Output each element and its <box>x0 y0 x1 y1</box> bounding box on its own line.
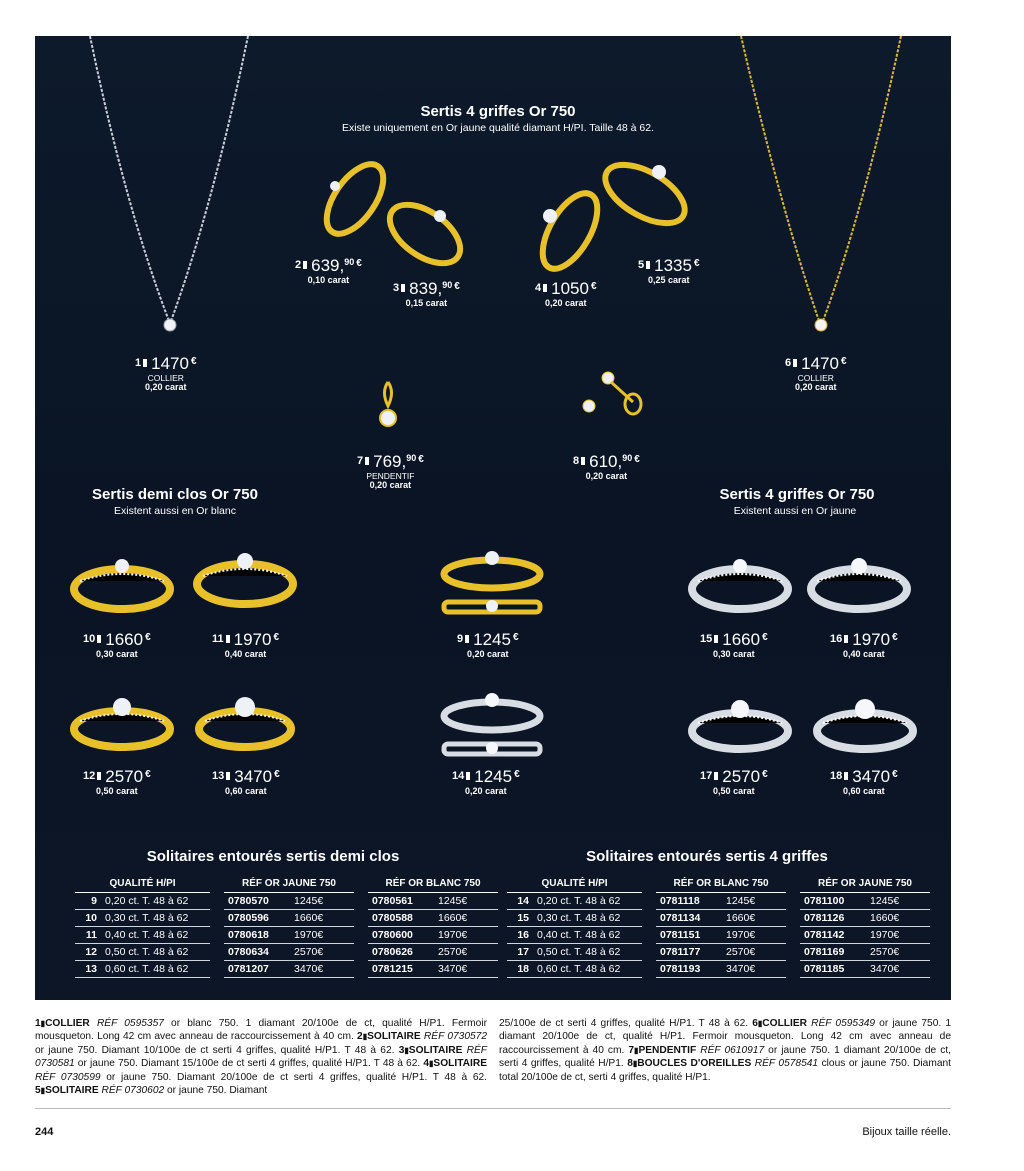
table-cell: 0781185 <box>800 960 870 977</box>
table-cell: 1970€ <box>438 926 498 943</box>
col-header: RÉF OR JAUNE 750 <box>800 875 930 892</box>
price-tag-5: 5 1335 € 0,25 carat <box>638 256 700 285</box>
table-cell: 0,50 ct. T. 48 à 62 <box>537 943 642 960</box>
ring-12-image <box>70 691 175 756</box>
table-cell: 0781100 <box>800 892 870 909</box>
yellow-gold-necklace-image <box>735 36 905 336</box>
price-tag-6: 6 1470 € COLLIER 0,20 carat <box>785 354 847 392</box>
table-cell: 1970€ <box>870 926 930 943</box>
footnote-text: or jaune 750. Diamant 10/100e de ct serti 4 griffes, qualité H/P1. T 48 à 62. <box>35 1044 399 1056</box>
price-tag-17: 17 2570 € 0,50 carat <box>700 767 768 796</box>
ring-18-image <box>813 693 918 758</box>
table-cell: 0,40 ct. T. 48 à 62 <box>105 926 210 943</box>
square-bullet-icon: ▮ <box>40 1019 46 1028</box>
footnote-number: 4 <box>423 1058 430 1070</box>
table-cell: 3470€ <box>726 960 786 977</box>
table-cell: 0,40 ct. T. 48 à 62 <box>537 926 642 943</box>
price-tag-15: 15 1660 € 0,30 carat <box>700 630 768 659</box>
table-row <box>507 926 930 943</box>
table-cell: 0,60 ct. T. 48 à 62 <box>105 960 210 977</box>
footnote-number: 2 <box>357 1031 363 1043</box>
footnote-5 <box>35 1085 267 1096</box>
section-title-left: Sertis demi clos Or 750 <box>92 486 258 503</box>
footnote-name: SOLITAIRE <box>45 1085 99 1097</box>
table-row <box>75 926 498 943</box>
footnote-ref: RÉF 0730572 <box>423 1031 487 1043</box>
ring-10-image <box>70 551 175 616</box>
table-cell: 2570€ <box>870 943 930 960</box>
table-cell: 0781151 <box>656 926 726 943</box>
footnote-name: PENDENTIF <box>638 1044 697 1056</box>
ring-16-image <box>807 551 912 616</box>
table-cell: 0781126 <box>800 909 870 926</box>
table-cell: 1970€ <box>726 926 786 943</box>
table-cell: 2570€ <box>726 943 786 960</box>
footnote-name: SOLITAIRE <box>433 1058 487 1070</box>
table-cell: 3470€ <box>438 960 498 977</box>
ring-3-image <box>380 196 470 271</box>
table-cell: 0780618 <box>224 926 294 943</box>
table-cell: 1660€ <box>438 909 498 926</box>
ring-13-image <box>195 691 295 756</box>
table-cell: 3470€ <box>294 960 354 977</box>
page-number: 244 <box>35 1126 54 1138</box>
square-bullet-icon: ▮ <box>632 1059 638 1069</box>
table-row <box>507 909 930 926</box>
table-cell: 0781177 <box>656 943 726 960</box>
table-cell: 9 <box>75 892 105 909</box>
ring-4-image <box>532 186 607 276</box>
footnote-ref: RÉF 0730602 <box>101 1085 165 1097</box>
price-tag-10: 10 1660 € 0,30 carat <box>83 630 151 659</box>
price-tag-1: 1 1470 € COLLIER 0,20 carat <box>135 354 197 392</box>
footnote-number: 1 <box>35 1018 41 1029</box>
table-row <box>75 892 498 909</box>
footnote-name: SOLITAIRE <box>367 1031 421 1043</box>
footnote-ref: RÉF 0730599 <box>35 1071 101 1083</box>
price-tag-7: 7 769,90 € PENDENTIF 0,20 carat <box>357 452 424 490</box>
table-cell: 1245€ <box>870 892 930 909</box>
earrings-image <box>575 366 655 421</box>
col-header: RÉF OR BLANC 750 <box>368 875 498 892</box>
table-row <box>507 943 930 960</box>
footnote-ref: RÉF 0610917 <box>700 1044 765 1056</box>
price-tag-11: 11 1970 € 0,40 carat <box>212 630 280 659</box>
footnote-text: or jaune 750. 1 diamant 20/100e de ct, qualité H/P1. Fermoir mousqueton. Long 42 cm avec anneau de raccourcissement à 40 cm. <box>499 1018 951 1056</box>
footer-note: Bijoux taille réelle. <box>862 1126 951 1138</box>
table-cell: 0781193 <box>656 960 726 977</box>
table-cell: 0781215 <box>368 960 438 977</box>
footnote-ref: RÉF 0578541 <box>754 1058 819 1070</box>
table-title-left: Solitaires entourés sertis demi clos <box>146 848 400 865</box>
table-cell: 17 <box>507 943 537 960</box>
price-tag-9: 9 1245 € 0,20 carat <box>457 630 519 659</box>
square-bullet-icon: ▮ <box>429 1059 434 1069</box>
table-cell: 0,20 ct. T. 48 à 62 <box>105 892 210 909</box>
table-cell: 1660€ <box>726 909 786 926</box>
table-cell: 0780600 <box>368 926 438 943</box>
ring-5-image <box>597 154 697 234</box>
table-row <box>75 960 498 977</box>
square-bullet-icon: ▮ <box>362 1032 368 1042</box>
table-cell: 11 <box>75 926 105 943</box>
section-subtitle-top: Existe uniquement en Or jaune qualité diamant H/PI. Taille 48 à 62. <box>341 122 655 134</box>
ring-14-image <box>440 688 545 763</box>
footnote-number: 3 <box>398 1044 405 1056</box>
ring-2-image <box>315 154 390 244</box>
table-cell: 16 <box>507 926 537 943</box>
price-tag-2: 2 639,90 € 0,10 carat <box>295 256 362 285</box>
price-tag-8: 8 610,90 € 0,20 carat <box>573 452 640 481</box>
price-tag-18: 18 3470 € 0,60 carat <box>830 767 898 796</box>
footnote-continuation: 25/100e de ct serti 4 griffes, qualité H/P1. T 48 à 62. <box>499 1018 753 1029</box>
catalog-panel <box>35 36 951 1000</box>
price-table-right <box>507 875 930 978</box>
ring-9-image <box>440 546 545 621</box>
table-cell: 0780561 <box>368 892 438 909</box>
footnote-number: 8 <box>627 1058 633 1070</box>
table-row <box>507 960 930 977</box>
table-cell: 2570€ <box>294 943 354 960</box>
footnote-text: or blanc 750. 1 diamant 20/100e de ct, qualité H/P1. Fermoir mousqueton. Long 42 cm avec anneau de raccourcissement à 40 cm. <box>35 1018 487 1043</box>
table-row <box>75 943 498 960</box>
table-cell: 0780596 <box>224 909 294 926</box>
footnote-text: or jaune 750. Diamant 15/100e de ct serti 4 griffes, qualité H/P1. T 48 à 62. <box>74 1058 424 1070</box>
table-cell: 1245€ <box>726 892 786 909</box>
table-cell: 0781118 <box>656 892 726 909</box>
section-title-top: Sertis 4 griffes Or 750 <box>420 103 576 120</box>
table-cell: 0,30 ct. T. 48 à 62 <box>105 909 210 926</box>
table-cell: 0780570 <box>224 892 294 909</box>
table-cell: 18 <box>507 960 537 977</box>
price-tag-13: 13 3470 € 0,60 carat <box>212 767 280 796</box>
footnote-ref: RÉF 0730581 <box>35 1044 487 1070</box>
col-header: RÉF OR JAUNE 750 <box>224 875 354 892</box>
table-title-right: Solitaires entourés sertis 4 griffes <box>586 848 828 865</box>
table-cell: 0781169 <box>800 943 870 960</box>
section-subtitle-right: Existent aussi en Or jaune <box>733 505 857 517</box>
price-tag-3: 3 839,90 € 0,15 carat <box>393 279 460 308</box>
table-row <box>75 909 498 926</box>
table-cell: 13 <box>75 960 105 977</box>
table-cell: 0781142 <box>800 926 870 943</box>
table-cell: 0781134 <box>656 909 726 926</box>
footnote-number: 7 <box>628 1044 635 1056</box>
footnote-ref: RÉF 0595357 <box>96 1018 164 1029</box>
footer-divider <box>35 1108 951 1109</box>
table-cell: 1660€ <box>870 909 930 926</box>
white-gold-necklace-image <box>85 36 255 336</box>
table-cell: 1970€ <box>294 926 354 943</box>
table-cell: 0,50 ct. T. 48 à 62 <box>105 943 210 960</box>
table-cell: 0,60 ct. T. 48 à 62 <box>537 960 642 977</box>
table-row <box>507 892 930 909</box>
footnote-text: or jaune 750. 1 diamant 20/100e de ct, serti 4 griffes, qualité H/P1. <box>499 1044 952 1070</box>
footnote-name: COLLIER <box>762 1018 807 1029</box>
table-cell: 0780626 <box>368 943 438 960</box>
table-cell: 0780634 <box>224 943 294 960</box>
table-cell: 10 <box>75 909 105 926</box>
table-cell: 15 <box>507 909 537 926</box>
square-bullet-icon: ▮ <box>634 1045 639 1055</box>
col-header: RÉF OR BLANC 750 <box>656 875 786 892</box>
footnote-text: or jaune 750. Diamant <box>164 1085 268 1097</box>
table-cell: 2570€ <box>438 943 498 960</box>
footnote-text: clous or jaune 750. Diamant total 20/100e de ct, serti 4 griffes, qualité H/P1. <box>499 1058 951 1083</box>
price-tag-4: 4 1050 € 0,20 carat <box>535 279 597 308</box>
col-header: QUALITÉ H/PI <box>507 875 642 892</box>
section-title-right: Sertis 4 griffes Or 750 <box>719 486 875 503</box>
price-tag-16: 16 1970 € 0,40 carat <box>830 630 898 659</box>
price-table-left <box>75 875 498 978</box>
square-bullet-icon: ▮ <box>757 1019 763 1028</box>
price-tag-12: 12 2570 € 0,50 carat <box>83 767 151 796</box>
footnotes-left <box>35 1017 487 1097</box>
section-subtitle-left: Existent aussi en Or blanc <box>114 505 236 517</box>
table-cell: 0781207 <box>224 960 294 977</box>
table-cell: 0,20 ct. T. 48 à 62 <box>537 892 642 909</box>
square-bullet-icon: ▮ <box>40 1086 46 1096</box>
footnote-text: or jaune 750. Diamant 20/100e de ct serti 4 griffes, qualité H/P1. T 48 à 62. <box>100 1071 487 1083</box>
table-cell: 1660€ <box>294 909 354 926</box>
footnote-name: COLLIER <box>45 1018 90 1029</box>
table-cell: 0780588 <box>368 909 438 926</box>
table-cell: 3470€ <box>870 960 930 977</box>
pendant-image <box>373 378 403 438</box>
table-cell: 12 <box>75 943 105 960</box>
ring-11-image <box>193 546 298 611</box>
footnote-number: 5 <box>35 1085 41 1097</box>
footnote-name: BOUCLES D'OREILLES <box>637 1058 752 1070</box>
footnote-name: SOLITAIRE <box>408 1044 463 1056</box>
ring-15-image <box>688 551 793 616</box>
square-bullet-icon: ▮ <box>404 1045 409 1055</box>
table-cell: 0,30 ct. T. 48 à 62 <box>537 909 642 926</box>
footnote-number: 6 <box>752 1018 758 1029</box>
price-tag-14: 14 1245 € 0,20 carat <box>452 767 520 796</box>
footnotes-right <box>499 1017 951 1084</box>
table-cell: 1245€ <box>438 892 498 909</box>
table-cell: 1245€ <box>294 892 354 909</box>
table-cell: 14 <box>507 892 537 909</box>
ring-17-image <box>688 693 793 758</box>
footnote-ref: RÉF 0595349 <box>811 1018 876 1029</box>
col-header: QUALITÉ H/PI <box>75 875 210 892</box>
